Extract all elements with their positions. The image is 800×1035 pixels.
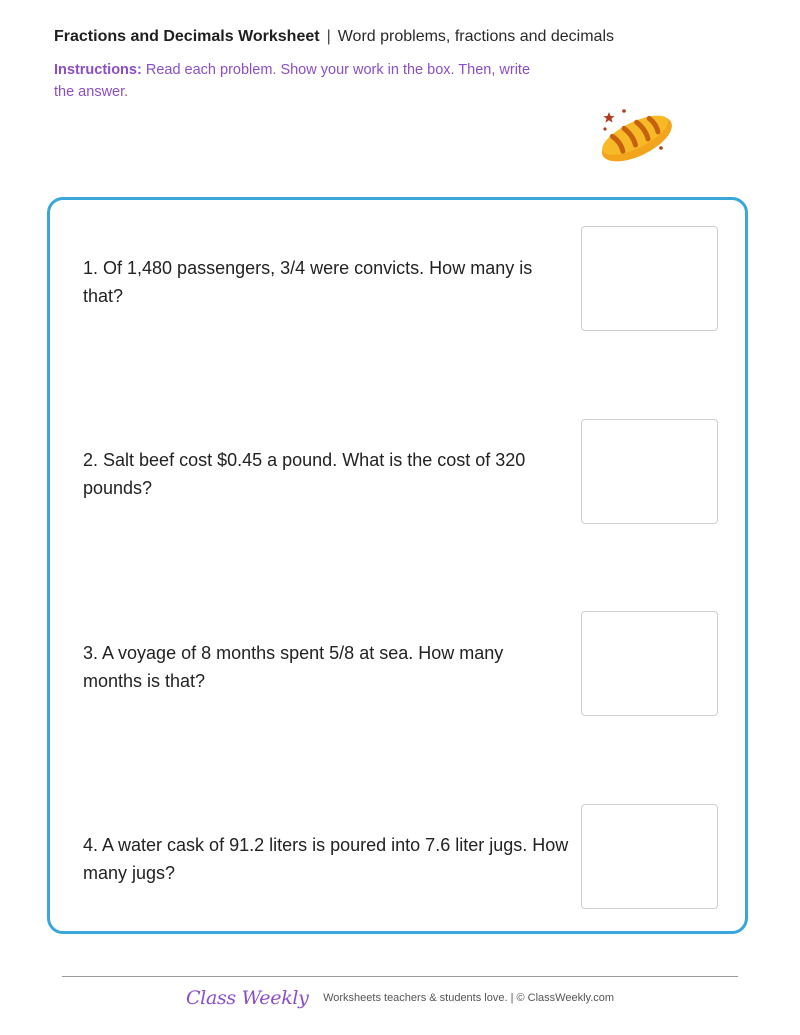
answer-box-3[interactable] bbox=[581, 611, 718, 716]
instructions-label: Instructions: bbox=[54, 62, 142, 78]
footer bbox=[0, 987, 800, 1009]
worksheet-header bbox=[54, 27, 614, 47]
header-separator: | bbox=[326, 28, 331, 45]
worksheet-subtitle: Word problems, fractions and decimals bbox=[337, 28, 614, 45]
worksheet-title: Fractions and Decimals Worksheet bbox=[54, 28, 320, 45]
instructions bbox=[54, 59, 534, 103]
question-4: 4. A water cask of 91.2 liters is poured into 7.6 liter jugs. How many jugs? bbox=[83, 835, 569, 883]
bread-icon bbox=[595, 104, 677, 168]
footer-divider bbox=[62, 976, 738, 977]
answer-box-2[interactable] bbox=[581, 419, 718, 524]
question-2: 2. Salt beef cost $0.45 a pound. What is the cost of 320 pounds? bbox=[83, 450, 526, 498]
question-1: 1. Of 1,480 passengers, 3/4 were convicts. How many is that? bbox=[83, 258, 533, 306]
answer-box-1[interactable] bbox=[581, 226, 718, 331]
question-3: 3. A voyage of 8 months spent 5/8 at sea. How many months is that? bbox=[83, 643, 504, 691]
answer-box-4[interactable] bbox=[581, 804, 718, 909]
brand-logo: Class Weekly bbox=[185, 987, 309, 1009]
problems-card bbox=[47, 197, 748, 934]
instructions-text: Read each problem. Show your work in the box. Then, write the answer. bbox=[54, 62, 531, 100]
footer-tagline: Worksheets teachers & students love. | © ClassWeekly.com bbox=[323, 992, 615, 1004]
